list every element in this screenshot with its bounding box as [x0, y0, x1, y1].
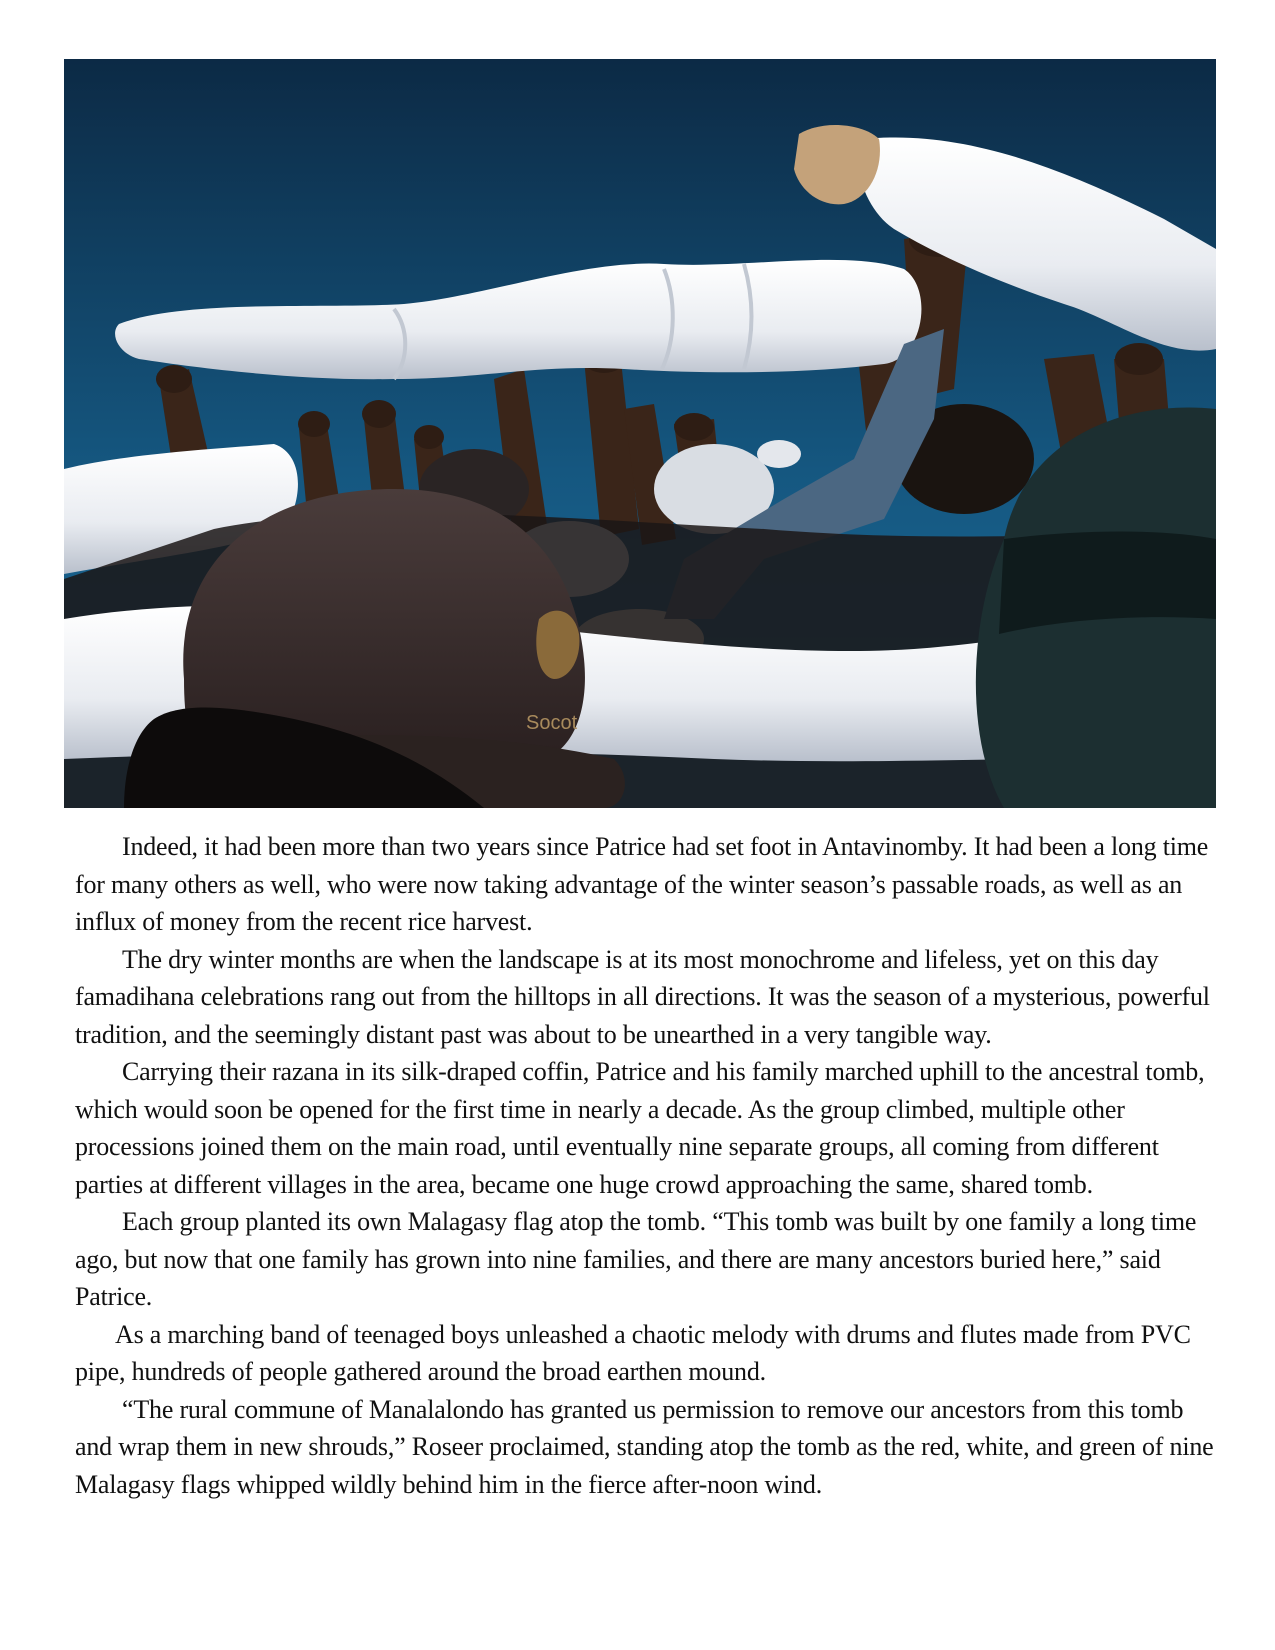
ceremony-photo [64, 59, 1216, 808]
paragraph: Indeed, it had been more than two years since Patrice had set foot in Antavinomby. It had been a long time for many others as well, who were now taking advantage of the winter season’s passable roads, as well as an influx of money from the recent rice harvest. [75, 832, 1209, 936]
paragraph: As a marching band of teenaged boys unleashed a chaotic melody with drums and flutes made from PVC pipe, hundreds of people gathered around the broad earthen mound. [75, 1319, 1191, 1386]
paragraph: Carrying their razana in its silk-draped coffin, Patrice and his family marched uphill to the ancestral tomb, which would soon be opened for the first time in nearly a decade. As the group climbed, multiple other processions joined them on the main road, until eventually nine separate groups, all coming from different parties at different villages in the area, became one huge crowd approaching the same, shared tomb. [75, 1057, 1205, 1199]
paragraph: Each group planted its own Malagasy flag atop the tomb. “This tomb was built by one family a long time ago, but now that one family has grown into nine families, and there are many ancestors buried here,” said Patrice. [75, 1207, 1197, 1311]
article-body [75, 828, 1215, 1503]
paragraph: “The rural commune of Manalalondo has granted us permission to remove our ancestors from this tomb and wrap them in new shrouds,” Roseer proclaimed, standing atop the tomb as the red, white, and green of nine Malagasy flags whipped wildly behind him in the fierce after-noon wind. [75, 1394, 1214, 1499]
svg-text:Socot: Socot [526, 712, 578, 734]
paragraph: The dry winter months are when the landscape is at its most monochrome and lifeless, yet on this day famadihana celebrations rang out from the hilltops in all directions. It was the season of a mysterious, powerful tradition, and the seemingly distant past was about to be unearthed in a very tangible way. [75, 944, 1210, 1049]
